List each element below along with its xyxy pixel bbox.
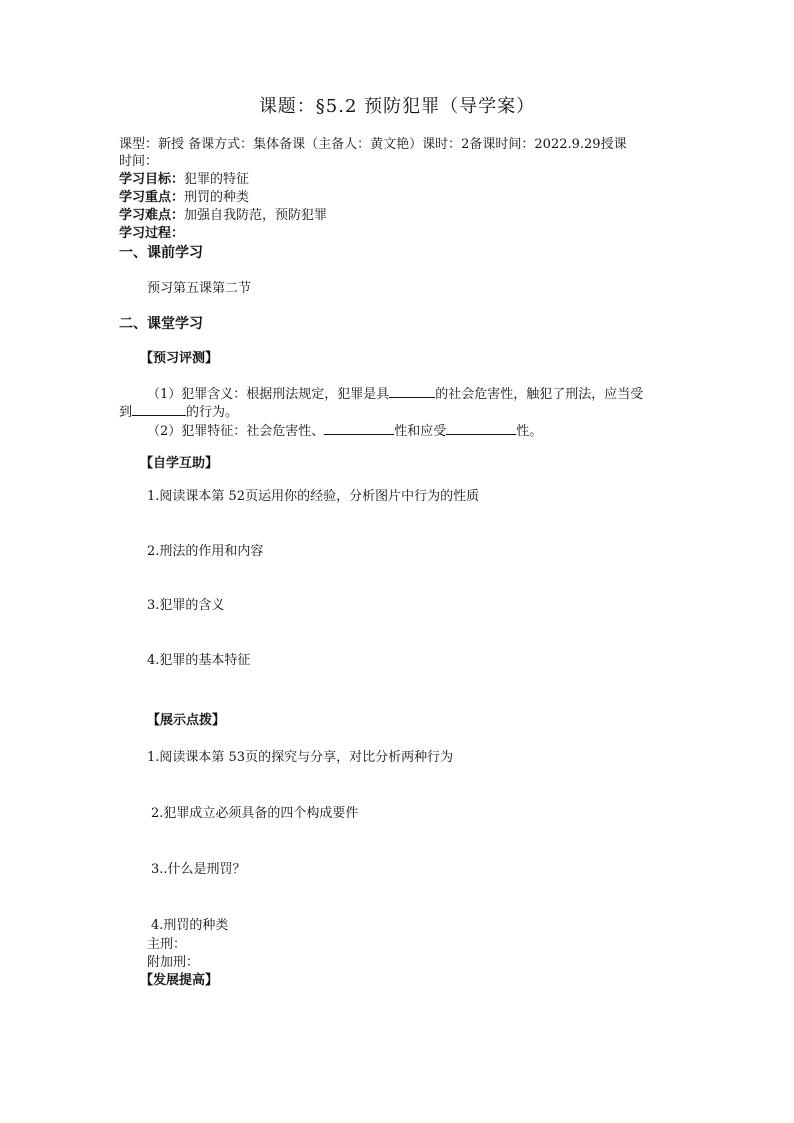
learning-goal-label: 学习目标： xyxy=(119,172,185,187)
learning-key-label: 学习重点： xyxy=(119,190,185,205)
display-item: 3..什么是刑罚？ xyxy=(151,862,246,877)
display-item: 2.犯罪成立必须具备的四个构成要件 xyxy=(151,806,359,821)
answer-blank[interactable] xyxy=(324,421,394,435)
learning-goal-value: 犯罪的特征 xyxy=(184,172,250,187)
question-text: 的行为。 xyxy=(186,405,239,420)
learning-difficulty-label: 学习难点： xyxy=(119,208,185,223)
answer-blank[interactable] xyxy=(446,421,516,435)
display-heading: 【展示点拨】 xyxy=(147,713,226,728)
preview-test-heading: 【预习评测】 xyxy=(140,351,219,366)
learning-goal xyxy=(119,171,249,189)
course-meta-line-2: 时间： xyxy=(119,154,159,169)
display-item: 1.阅读课本第 53页的探究与分享，对比分析两种行为 xyxy=(147,750,454,765)
question-text: 性和应受 xyxy=(394,424,447,439)
self-study-item: 2.刑法的作用和内容 xyxy=(147,544,264,559)
section-heading-in-class: 二、课堂学习 xyxy=(119,316,203,332)
development-heading: 【发展提高】 xyxy=(140,973,219,988)
preview-question-1-cont xyxy=(119,402,238,422)
course-meta-line: 课型：新授 备课方式：集体备课（主备人：黄文艳）课时：2备课时间：2022.9.29授课 xyxy=(119,137,627,152)
self-study-item: 3.犯罪的含义 xyxy=(147,598,225,613)
main-penalty-label: 主刑： xyxy=(147,937,187,952)
question-text: （1）犯罪含义：根据刑法规定，犯罪是具 xyxy=(147,387,390,402)
learning-key-point xyxy=(119,189,249,207)
self-study-item: 4.犯罪的基本特征 xyxy=(147,653,251,668)
question-text: 到 xyxy=(119,405,133,420)
question-text: 的社会危害性，触犯了刑法，应当受 xyxy=(435,387,644,402)
self-study-heading: 【自学互助】 xyxy=(140,456,219,471)
answer-blank[interactable] xyxy=(132,402,186,416)
pre-class-text: 预习第五课第二节 xyxy=(147,281,252,296)
section-heading-pre-class: 一、课前学习 xyxy=(119,245,203,261)
answer-blank[interactable] xyxy=(389,384,435,398)
learning-difficulty-value: 加强自我防范，预防犯罪 xyxy=(184,208,328,223)
learning-difficulty xyxy=(119,207,327,225)
self-study-item: 1.阅读课本第 52页运用你的经验，分析图片中行为的性质 xyxy=(147,489,480,504)
page-title: 课题：§5.2 预防犯罪（导学案） xyxy=(258,96,536,117)
question-text: 性。 xyxy=(516,424,543,439)
learning-key-value: 刑罚的种类 xyxy=(184,190,250,205)
question-text: （2）犯罪特征：社会危害性、 xyxy=(147,424,325,439)
display-item: 4.刑罚的种类 xyxy=(151,918,229,933)
learning-process-label: 学习过程： xyxy=(119,226,185,241)
additional-penalty-label: 附加刑： xyxy=(147,955,200,970)
preview-question-1 xyxy=(147,384,643,404)
preview-question-2 xyxy=(147,421,542,441)
